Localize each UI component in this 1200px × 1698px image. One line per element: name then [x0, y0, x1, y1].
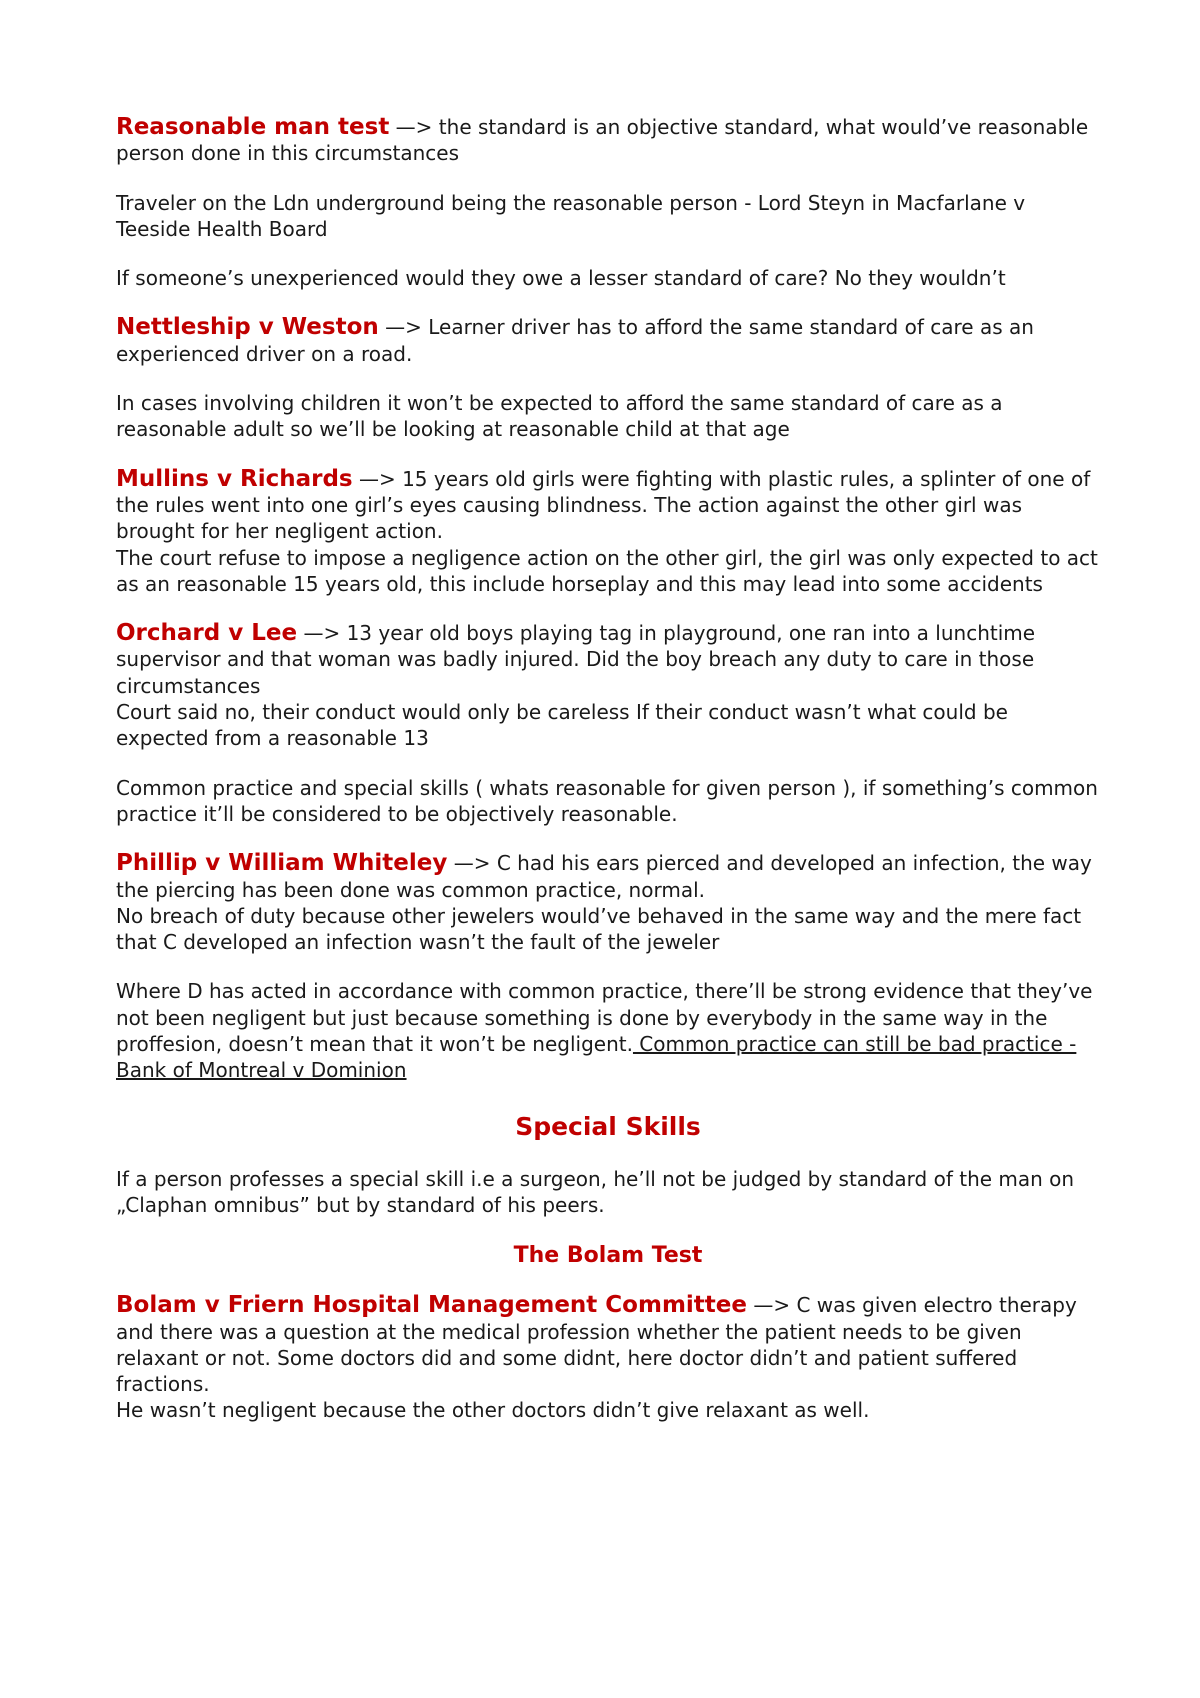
- paragraph-reasonable-man-test: [116, 114, 1100, 167]
- paragraph-text: In cases involving children it won’t be expected to afford the same standard of care as a reasonable adult so we’ll be looking at reasonable child at that age: [116, 391, 1003, 442]
- paragraph-mullins: [116, 466, 1100, 597]
- paragraph-common-practice: [116, 775, 1100, 828]
- paragraph-traveler: [116, 190, 1100, 243]
- paragraph-text-continued: No breach of duty because other jewelers would’ve behaved in the same way and the mere fact that C developed an infection wasn’t the fault of the jeweler: [116, 903, 1082, 955]
- paragraph-text-continued: The court refuse to impose a negligence action on the other girl, the girl was only expected to act as an reasonable 15 years old, this include horseplay and this may lead into some accidents: [116, 545, 1098, 596]
- case-name: Phillip v William Whiteley: [116, 850, 448, 877]
- paragraph-text: —> 15 years old girls were fighting with plastic rules, a splinter of one of the rules went into one girl’s eyes causing blindness. The action against the other girl was brought for her negligent action.: [116, 466, 1091, 544]
- paragraph-bolam: [116, 1292, 1100, 1423]
- paragraph-text: If a person professes a special skill i.e a surgeon, he’ll not be judged by standard of the man on „Claphan omnibus” but by standard of his peers.: [116, 1166, 1075, 1217]
- paragraph-text: —> the standard is an objective standard, what would’ve reasonable person done in this circumstances: [116, 115, 1089, 166]
- heading-special-skills: Special Skills: [515, 1111, 701, 1141]
- paragraph-text: —> C had his ears pierced and developed an infection, the way the piercing has been done was common practice, normal.: [116, 851, 1092, 902]
- paragraph-text: Common practice and special skills ( whats reasonable for given person ), if something’s common practice it’ll be considered to be objectively reasonable.: [116, 775, 1098, 826]
- case-name: Orchard v Lee: [116, 620, 298, 647]
- paragraph-text: If someone’s unexperienced would they owe a lesser standard of care? No they wouldn’t: [116, 266, 1006, 291]
- paragraph-text: Traveler on the Ldn underground being the reasonable person - Lord Steyn in Macfarlane v Teeside Health Board: [116, 190, 1026, 241]
- paragraph-text-continued: Court said no, their conduct would only be careless If their conduct wasn’t what could be expected from a reasonable 13: [116, 700, 1008, 751]
- paragraph-children: [116, 390, 1100, 443]
- paragraph-text: Where D has acted in accordance with common practice, there’ll be strong evidence that they’ve not been negligent but just because something is done by everybody in the same way in the proffesion, doesn’t mean that it won’t be negligent.: [116, 979, 1093, 1057]
- case-name: Reasonable man test: [116, 114, 390, 140]
- paragraph-text: —> C was given electro therapy and there was a question at the medical profession whether the patient needs to be given relaxant or not. Some doctors did and some didnt, here doctor didn’t and patient suffered fractions.: [116, 1293, 1077, 1397]
- paragraph-special-skill: [116, 1166, 1100, 1219]
- paragraph-text-continued: He wasn’t negligent because the other doctors didn’t give relaxant as well.: [116, 1398, 870, 1423]
- paragraph-text: —> Learner driver has to afford the same standard of care as an experienced driver on a road.: [116, 315, 1034, 366]
- underlined-text: Common practice can still be bad practice - Bank of Montreal v Dominion: [116, 1032, 1077, 1083]
- case-name: Bolam v Friern Hospital Management Committee: [116, 1292, 747, 1319]
- case-name: Nettleship v Weston: [116, 314, 379, 341]
- paragraph-text: —> 13 year old boys playing tag in playground, one ran into a lunchtime supervisor and that woman was badly injured. Did the boy breach any duty to care in those circumstances: [116, 621, 1036, 698]
- case-name: Mullins v Richards: [116, 465, 353, 492]
- heading-bolam-test: The Bolam Test: [513, 1243, 703, 1269]
- paragraph-phillip: [116, 850, 1100, 955]
- paragraph-orchard: [116, 620, 1100, 751]
- paragraph-unexperienced: [116, 265, 1100, 291]
- paragraph-accordance: [116, 978, 1100, 1083]
- paragraph-nettleship: [116, 314, 1100, 367]
